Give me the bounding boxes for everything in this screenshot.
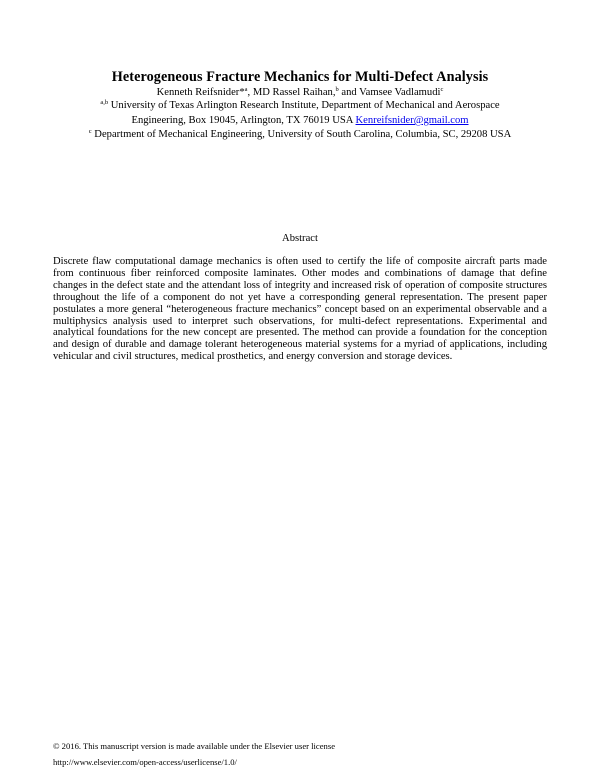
paper-title: Heterogeneous Fracture Mechanics for Multi-Defect Analysis xyxy=(111,69,489,85)
author-3: and Vamsee Vadlamudi xyxy=(338,87,441,98)
abstract-heading: Abstract xyxy=(282,233,318,244)
footer-license: © 2016. This manuscript version is made available under the Elsevier user license xyxy=(53,741,336,751)
author-2: , MD Rassel Raihan, xyxy=(247,87,336,98)
author-line xyxy=(0,86,600,99)
affiliation-ab-line2: Engineering, Box 19045, Arlington, TX 76019 USA Kenreifsnider@gmail.com xyxy=(131,115,469,126)
author-2-sup: b xyxy=(335,86,339,93)
author-1-sup: a xyxy=(244,86,248,93)
abstract-body: Discrete flaw computational damage mechanics is often used to certify the life of composite aircraft parts made from continuous fiber reinforced composite laminates. Other modes and combinations of damage that define changes in the defect state and the attendant loss of integrity and increased risk of operation of composite structures throughout the life of a component do not yet have a corresponding general representation. The present paper postulates a more general “heterogeneous fracture mechanics” concept based on an experimental observable and a multiphysics analysis used to interpret such observations, for multi-defect representations. Experimental and analytical foundations for the new concept are presented. The method can provide a foundation for the conception and design of durable and damage tolerant heterogeneous material systems for a myriad of applications, including vehicular and civil structures, medical prosthetics, and energy conversion and storage devices. xyxy=(53,256,547,363)
affiliation-ab-sup: a,b xyxy=(100,99,109,106)
footer-url[interactable]: http://www.elsevier.com/open-access/userlicense/1.0/ xyxy=(53,757,237,767)
affiliation-c-sup: c xyxy=(88,128,92,135)
affiliation-ab-line1: $^{a,b}$ University of Texas Arlington Research Institute, Department of Mechanical and Aerospace xyxy=(100,99,500,111)
author-1: Kenneth Reifsnider* xyxy=(156,87,245,98)
author-3-sup: c xyxy=(440,86,444,93)
affiliation-c: $^c$ Department of Mechanical Engineering, University of South Carolina, Columbia, SC, 29208 USA xyxy=(88,128,512,140)
email-link[interactable]: Kenreifsnider@gmail.com xyxy=(355,115,469,126)
